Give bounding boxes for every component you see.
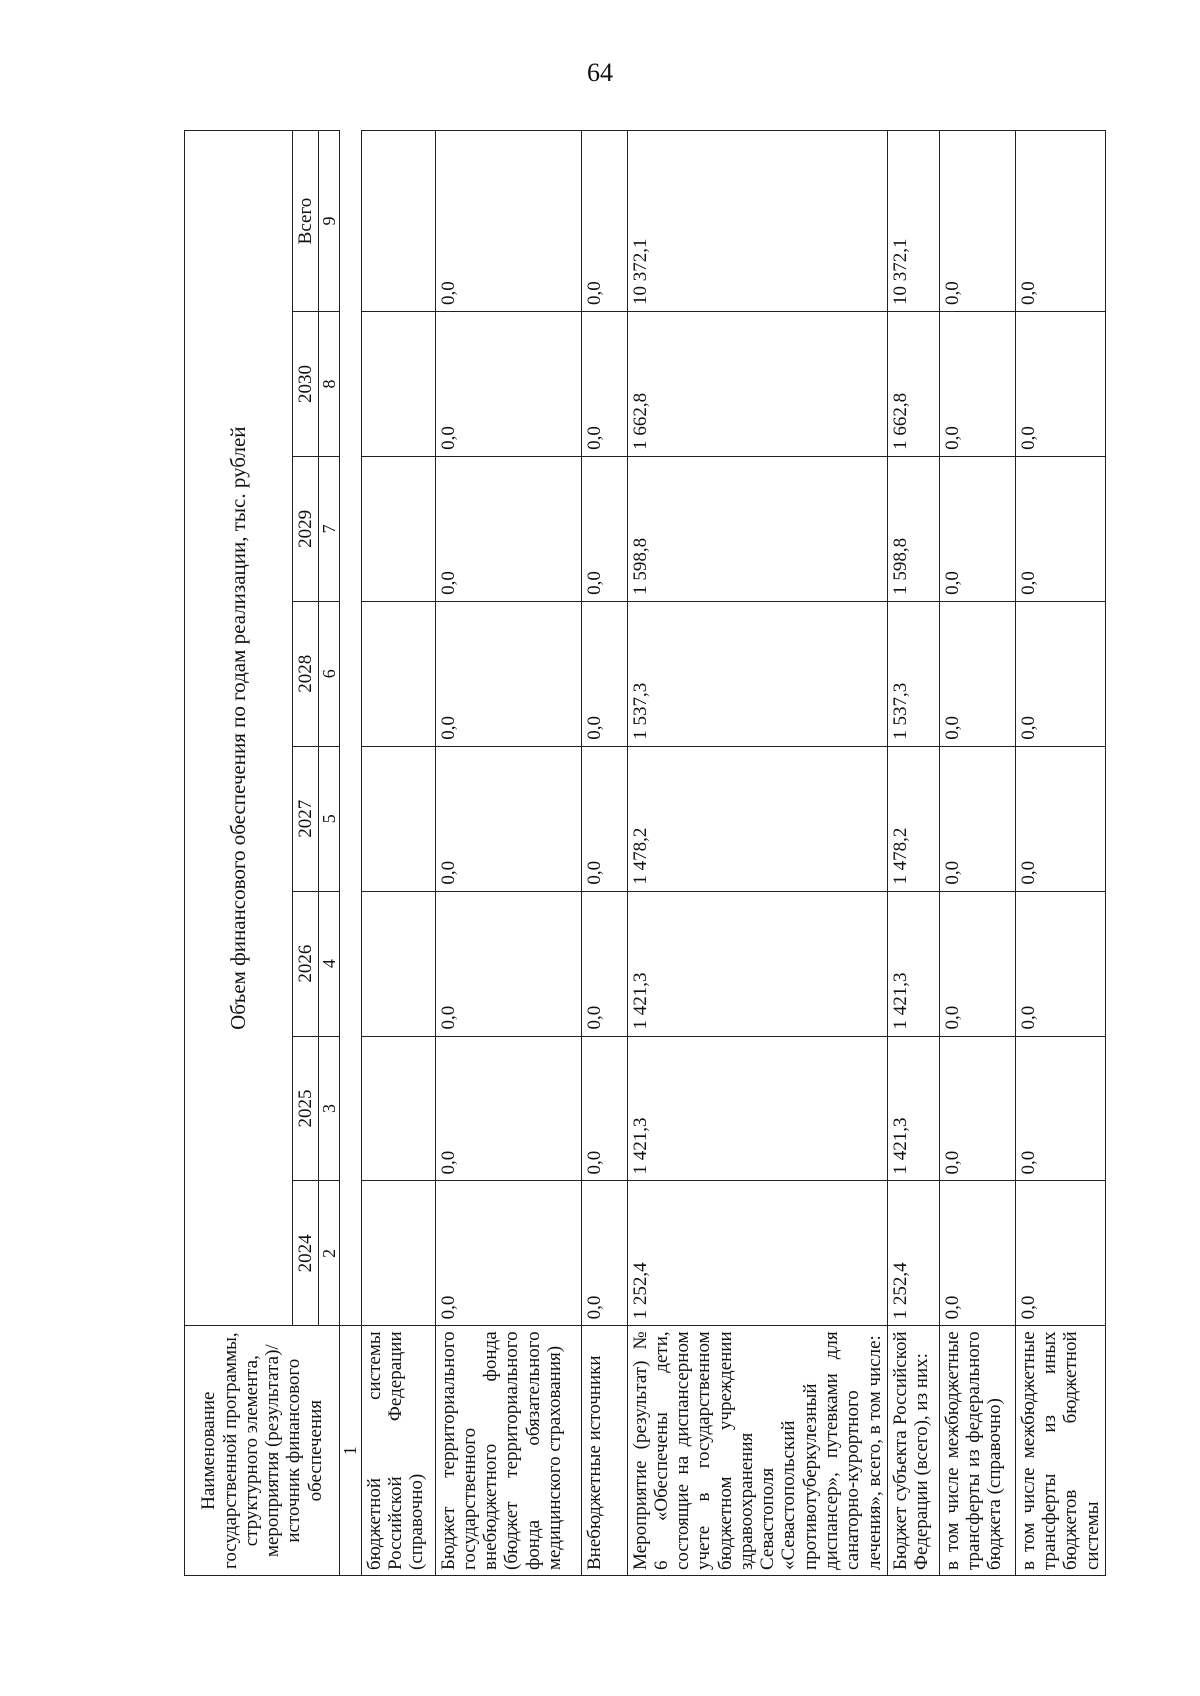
row-name: бюджетной системы Российской Федерации (справочно) — [361, 1326, 435, 1576]
row-value: 0,0 — [435, 746, 581, 891]
row-value: 0,0 — [581, 312, 627, 457]
row-value: 0,0 — [1015, 891, 1105, 1036]
header-name-column: Наименование государственной программы, структурного элемента, мероприятия (результата)/источник финансового обеспечения — [185, 1326, 340, 1576]
header-year: 2026 — [293, 891, 319, 1036]
row-value — [361, 746, 435, 891]
header-year: 2029 — [293, 456, 319, 601]
row-value — [361, 456, 435, 601]
header-year: 2024 — [293, 1181, 319, 1326]
row-value: 1 662,8 — [627, 312, 887, 457]
row-value: 1 421,3 — [627, 1036, 887, 1181]
row-value: 0,0 — [435, 601, 581, 746]
table-row — [627, 131, 887, 1576]
row-value: 0,0 — [435, 131, 581, 312]
row-value: 1 478,2 — [627, 746, 887, 891]
row-value: 0,0 — [939, 456, 1015, 601]
row-value: 0,0 — [939, 601, 1015, 746]
row-value: 0,0 — [939, 131, 1015, 312]
row-value: 0,0 — [1015, 1181, 1105, 1326]
page-number: 64 — [587, 58, 613, 87]
row-value: 0,0 — [939, 1181, 1015, 1326]
column-number: 7 — [319, 456, 340, 601]
column-number: 1 — [340, 1326, 361, 1576]
row-name: Мероприятие (результат) № 6 «Обеспечены дети, состоящие на диспансерном учете в государственном бюджетном учреждении здравоохранения Севастополя «Севастопольский противотуберкулезный диспансер», путевками для санаторно-курортного лечения», всего, в том числе: — [627, 1326, 887, 1576]
table-row — [435, 131, 581, 1576]
row-value: 0,0 — [1015, 601, 1105, 746]
table-row — [1015, 131, 1105, 1576]
row-value: 0,0 — [939, 891, 1015, 1036]
row-value: 0,0 — [939, 312, 1015, 457]
header-year: 2027 — [293, 746, 319, 891]
row-value: 0,0 — [435, 1036, 581, 1181]
table-row — [939, 131, 1015, 1576]
row-value — [361, 601, 435, 746]
row-value — [361, 1181, 435, 1326]
column-number: 8 — [319, 312, 340, 457]
table-row — [361, 131, 435, 1576]
row-value: 0,0 — [581, 1036, 627, 1181]
row-value — [361, 131, 435, 312]
column-number: 2 — [319, 1181, 340, 1326]
row-value — [361, 312, 435, 457]
row-value: 1 598,8 — [627, 456, 887, 601]
row-value: 0,0 — [435, 1181, 581, 1326]
row-value: 0,0 — [581, 746, 627, 891]
row-value: 0,0 — [939, 1036, 1015, 1181]
row-value: 0,0 — [581, 131, 627, 312]
column-number: 5 — [319, 746, 340, 891]
row-value: 10 372,1 — [627, 131, 887, 312]
header-spacer — [340, 131, 361, 1326]
table-row — [887, 131, 939, 1576]
row-value — [361, 1036, 435, 1181]
row-value: 0,0 — [1015, 746, 1105, 891]
table-row — [581, 131, 627, 1576]
row-value: 0,0 — [1015, 312, 1105, 457]
row-value: 0,0 — [435, 456, 581, 601]
row-value: 0,0 — [1015, 131, 1105, 312]
row-value: 1 421,3 — [627, 891, 887, 1036]
header-year: 2025 — [293, 1036, 319, 1181]
header-year: 2030 — [293, 312, 319, 457]
row-value: 0,0 — [1015, 456, 1105, 601]
row-name: Бюджет субъекта Российской Федерации (всего), из них: — [887, 1326, 939, 1576]
row-value: 1 252,4 — [627, 1181, 887, 1326]
row-value: 0,0 — [435, 312, 581, 457]
row-value: 0,0 — [1015, 1036, 1105, 1181]
header-volume-title: Объем финансового обеспечения по годам реализации, тыс. рублей — [185, 131, 293, 1326]
header-row-number-first — [340, 131, 361, 1576]
row-value: 10 372,1 — [887, 131, 939, 312]
header-year: 2028 — [293, 601, 319, 746]
header-row-title — [185, 131, 293, 1576]
row-value: 1 421,3 — [887, 1036, 939, 1181]
row-value: 0,0 — [581, 601, 627, 746]
row-value: 0,0 — [581, 1181, 627, 1326]
row-value: 0,0 — [581, 456, 627, 601]
column-number: 4 — [319, 891, 340, 1036]
column-number: 9 — [319, 131, 340, 312]
row-value: 0,0 — [581, 891, 627, 1036]
column-number: 3 — [319, 1036, 340, 1181]
row-name: Внебюджетные источники — [581, 1326, 627, 1576]
row-value: 1 421,3 — [887, 891, 939, 1036]
row-value: 1 598,8 — [887, 456, 939, 601]
row-value: 1 478,2 — [887, 746, 939, 891]
row-value: 0,0 — [435, 891, 581, 1036]
row-value: 1 252,4 — [887, 1181, 939, 1326]
row-value: 0,0 — [939, 746, 1015, 891]
row-name: в том числе межбюджетные трансферты из иных бюджетов бюджетной системы — [1015, 1326, 1105, 1576]
column-number: 6 — [319, 601, 340, 746]
row-value: 1 662,8 — [887, 312, 939, 457]
row-name: Бюджет территориального государственного внебюджетного фонда (бюджет территориального фонда обязательного медицинского страхования) — [435, 1326, 581, 1576]
row-value — [361, 891, 435, 1036]
header-year: Всего — [293, 131, 319, 312]
financing-table — [184, 130, 1106, 1576]
row-name: в том числе межбюджетные трансферты из федерального бюджета (справочно) — [939, 1326, 1015, 1576]
rotated-table-container — [184, 130, 1103, 1576]
row-value: 1 537,3 — [627, 601, 887, 746]
row-value: 1 537,3 — [887, 601, 939, 746]
